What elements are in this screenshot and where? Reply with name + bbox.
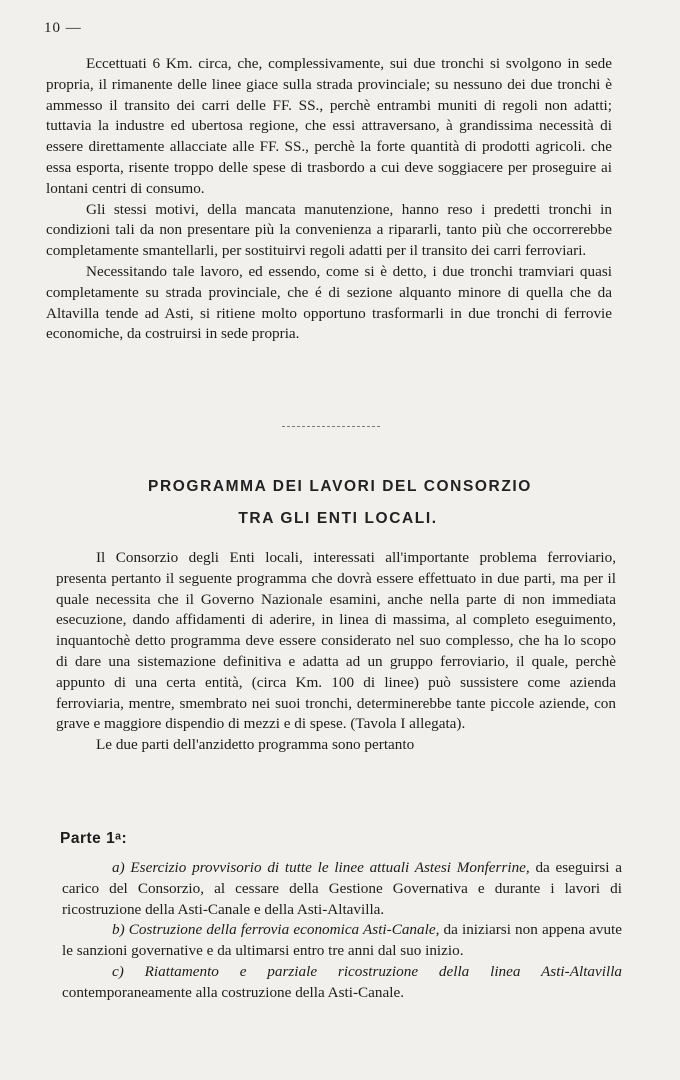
paragraph: Eccettuati 6 Km. circa, che, complessivamente, sui due tronchi si svolgono in sede propria, il rimanente delle linee giace sulla strada provinciale; su nessuno dei due tronchi è ammesso il transito dei carri delle FF. SS., perchè entrambi muniti di regoli non adatti; tuttavia la industre ed ubertosa regione, che essi attraversano, à grandissima necessità di essere direttamente allacciate alle FF. SS., perchè la forte quantità di prodotti agricoli. che essa esporta, risente troppo delle spese di trasbordo a cui deve soggiacere per proseguire ai lontani centri di consumo. bbox=[46, 55, 612, 197]
paragraph: Le due parti dell'anzidetto programma sono pertanto bbox=[96, 736, 415, 754]
part-items bbox=[62, 858, 622, 1004]
item-label: c) bbox=[112, 962, 124, 980]
page-number: 10 — bbox=[44, 20, 82, 36]
item-label: a) bbox=[112, 859, 125, 876]
paragraph: Il Consorzio degli Enti locali, interessati all'importante problema ferroviario, presenta pertanto il seguente programma che dovrà essere effettuato in due parti, ma per il quale necessita che il Governo Nazionale esamini, anche nella parte di non immediata esecuzione, dando affidamenti di aderire, in linea di massima, al completo eseguimento, inquantochè detto programma deve essere considerato nel suo complesso, che ha lo scopo di dare una sistemazione definitiva e adatta ad un gruppo ferroviario, il quale, perchè appunto di una certa entità, (circa Km. 100 di linee) può sussistere come azienda ferroviaria, mentre, smembrato nei suoi tronchi, determinerebbe tante piccole aziende, con grave e maggiore dispendio di mezzi e di spese. (Tavola I allegata). bbox=[56, 549, 616, 733]
item-text: da iniziarsi non appena avute le sanzioni governative e da ultimarsi entro tre anni dal suo inizio. bbox=[62, 921, 623, 960]
list-item bbox=[62, 858, 622, 920]
item-label: b) bbox=[112, 921, 125, 939]
item-title: Esercizio provvisorio di tutte le linee attuali Astesi Monferrine, bbox=[130, 859, 530, 876]
item-title: Costruzione della ferrovia economica Asti-Canale, bbox=[128, 921, 440, 939]
list-item bbox=[62, 962, 622, 1004]
item-text: contemporaneamente alla costruzione della Asti-Canale. bbox=[62, 983, 404, 1001]
item-text: da eseguirsi a carico del Consorzio, al cessare della Gestione Governativa e durante i lavori di ricostruzione della Asti-Canale e della Asti-Altavilla. bbox=[62, 859, 623, 918]
paragraph: Necessitando tale lavoro, ed essendo, come si è detto, i due tronchi tramviari quasi completamente su strada provinciale, che é di sezione alquanto minore di quella che da Altavilla tende ad Asti, si ritiene molto opportuno trasformarli in due tronchi di ferrovie economiche, da costruirsi in sede propria. bbox=[46, 262, 612, 343]
section-title-line-1: PROGRAMMA DEI LAVORI DEL CONSORZIO bbox=[148, 478, 532, 495]
section-title-line-2: TRA GLI ENTI LOCALI. bbox=[238, 510, 438, 527]
intro-text bbox=[46, 54, 612, 345]
section-divider bbox=[282, 426, 380, 427]
list-item bbox=[62, 920, 622, 962]
paragraph: Gli stessi motivi, della mancata manutenzione, hanno reso i predetti tronchi in condizioni tali da non presentare più la convenienza a ripararli, tanto più che occorrerebbe completamente smantellarli, per sostituirvi regoli adatti per il transito dei carri ferroviari. bbox=[46, 200, 612, 260]
section-text bbox=[56, 548, 616, 756]
part-title: Parte 1ᵃ: bbox=[60, 830, 128, 847]
item-title: Riattamento e parziale ricostruzione della linea Asti-Altavilla bbox=[144, 962, 623, 980]
